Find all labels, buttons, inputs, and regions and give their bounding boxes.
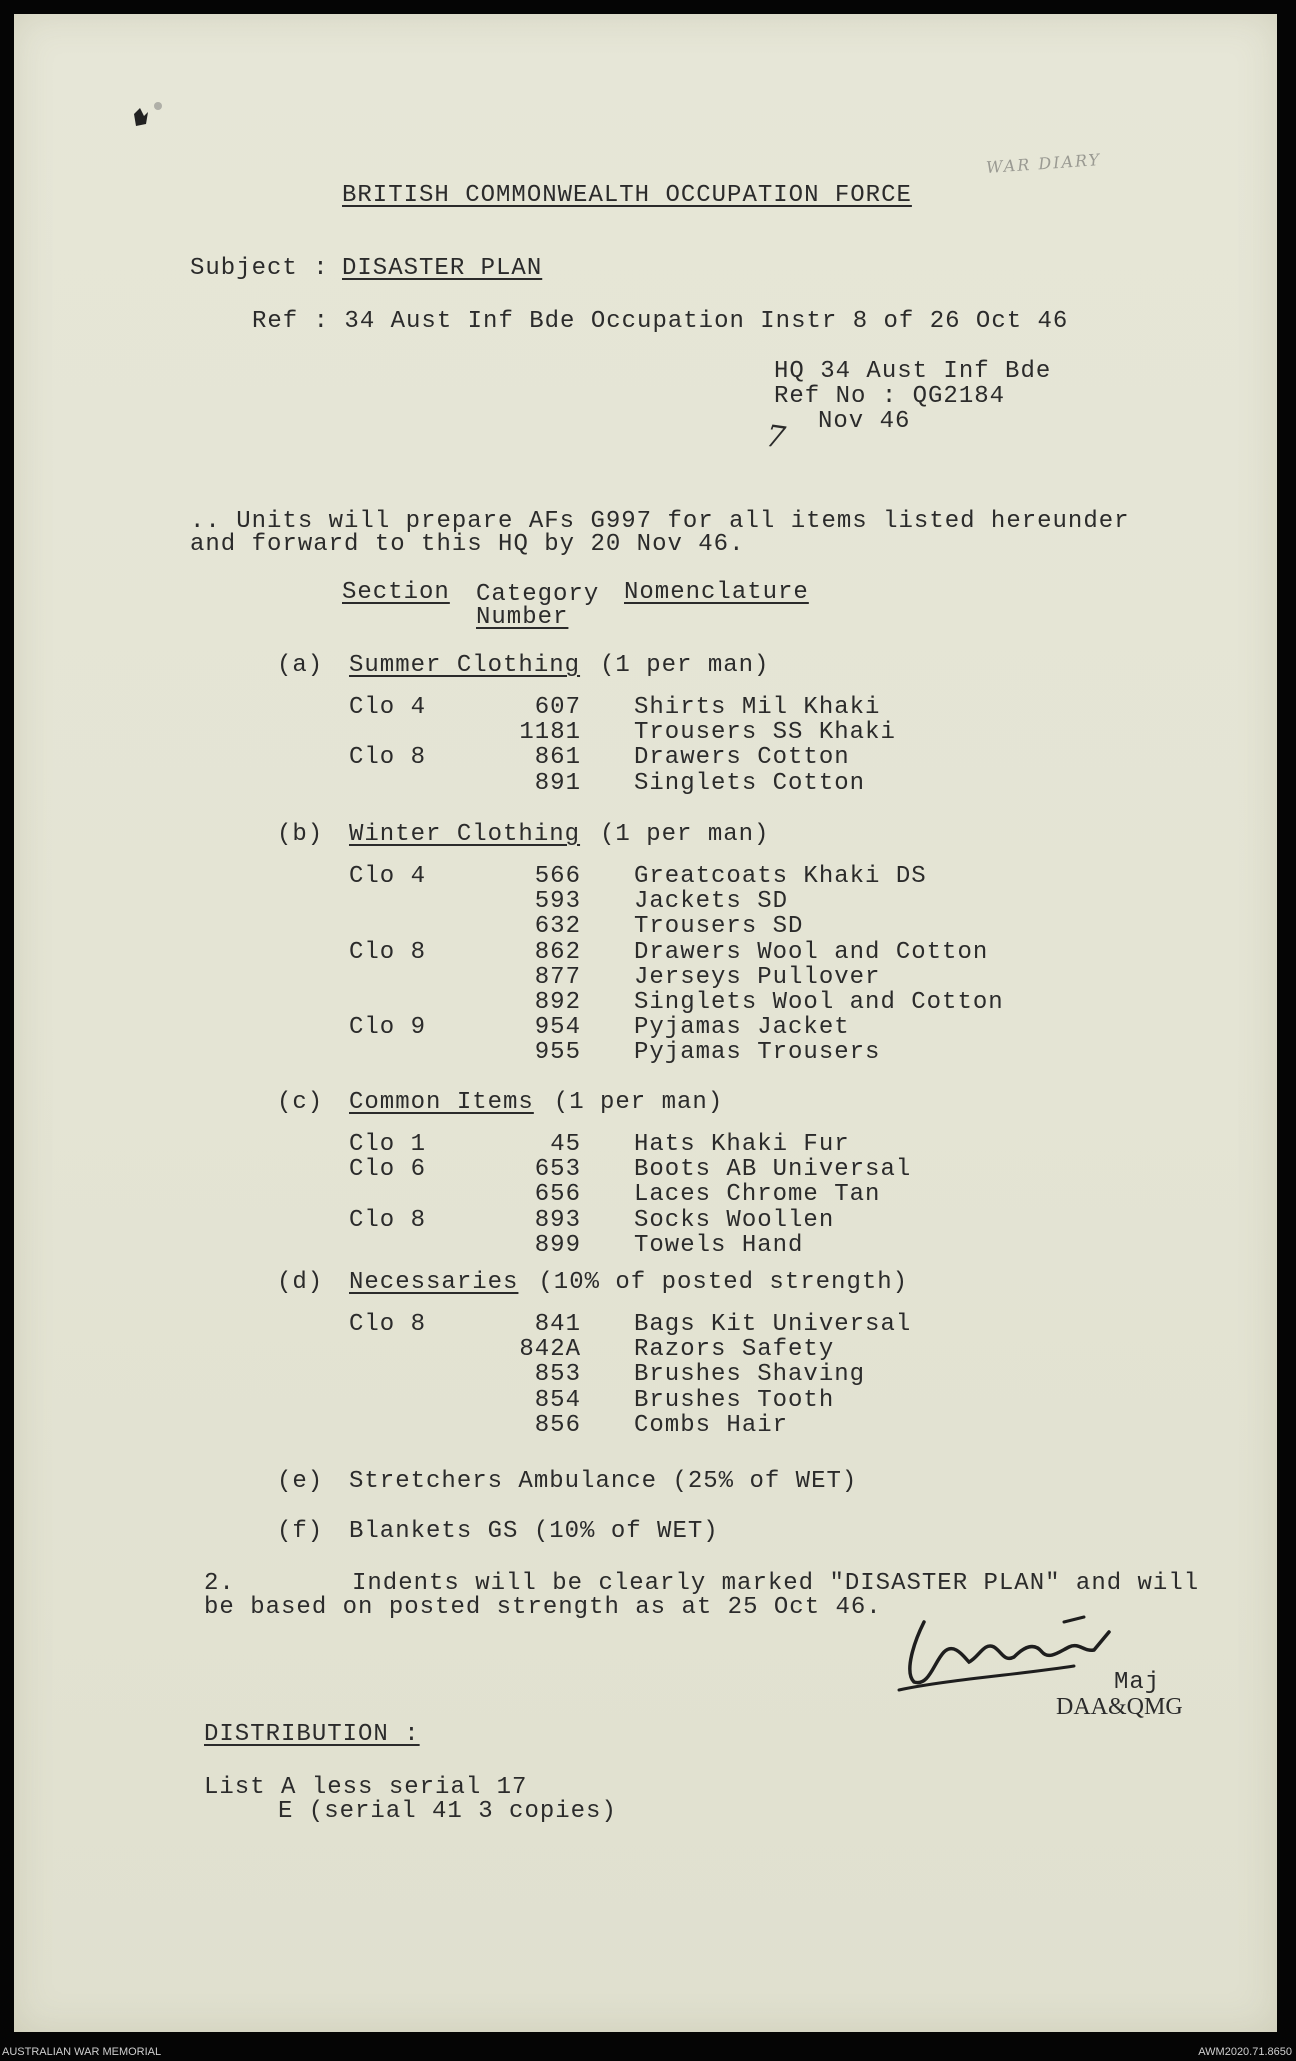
- column-header-category: Category: [476, 581, 600, 608]
- section-heading: Winter Clothing: [349, 821, 581, 848]
- footer-left: AUSTRALIAN WAR MEMORIAL: [2, 2046, 162, 2058]
- reference-line: Ref : 34 Aust Inf Bde Occupation Instr 8 of 26 Oct 46: [252, 308, 1069, 335]
- clothing-class: Clo 4: [349, 694, 427, 721]
- category-number: 899: [534, 1231, 581, 1259]
- section-note: (1 per man): [600, 821, 770, 848]
- distribution-line-2: E (serial 41 3 copies): [278, 1798, 617, 1825]
- item-nomenclature: Drawers Cotton: [634, 744, 850, 772]
- item-nomenclature: Singlets Cotton: [634, 769, 866, 797]
- distribution-line-1: List A less serial 17: [204, 1774, 528, 1801]
- category-number: 856: [534, 1411, 581, 1439]
- item-nomenclature: Hats Khaki Fur: [634, 1131, 850, 1158]
- section-note: (1 per man): [600, 652, 770, 679]
- column-header-nomenclature: Nomenclature: [624, 579, 809, 606]
- item-f-letter: (f): [277, 1518, 324, 1545]
- item-nomenclature: Jerseys Pullover: [634, 963, 881, 991]
- clothing-class: Clo 8: [349, 938, 427, 966]
- document-page: [14, 14, 1277, 2032]
- category-number: 893: [534, 1206, 581, 1234]
- item-nomenclature: Laces Chrome Tan: [634, 1181, 881, 1209]
- intro-line-2: and forward to this HQ by 20 Nov 46.: [190, 531, 745, 558]
- category-number: 607: [534, 694, 581, 721]
- category-number: 632: [534, 913, 581, 941]
- item-nomenclature: Shirts Mil Khaki: [634, 694, 881, 721]
- item-e-text: Stretchers Ambulance (25% of WET): [349, 1468, 858, 1495]
- ink-mark: [114, 94, 174, 144]
- category-number: 877: [534, 963, 581, 991]
- column-header-section: Section: [342, 579, 450, 606]
- column-header-number: Number: [476, 604, 569, 631]
- item-nomenclature: Drawers Wool and Cotton: [634, 938, 989, 966]
- clothing-class: Clo 8: [349, 744, 427, 772]
- clothing-class: Clo 1: [349, 1131, 427, 1158]
- section-note: (1 per man): [553, 1089, 724, 1116]
- item-nomenclature: Boots AB Universal: [634, 1156, 912, 1184]
- clothing-class: Clo 8: [349, 1311, 427, 1338]
- category-number: 891: [534, 769, 581, 797]
- category-number: 892: [534, 989, 581, 1016]
- item-nomenclature: Greatcoats Khaki DS: [634, 863, 927, 890]
- category-number: 653: [534, 1156, 581, 1184]
- war-diary-annotation: WAR DIARY: [985, 150, 1102, 177]
- paragraph-2-line-2: be based on posted strength as at 25 Oct 46.: [204, 1594, 882, 1621]
- date-day: 7: [763, 418, 789, 457]
- clothing-class: Clo 6: [349, 1156, 427, 1184]
- item-nomenclature: Combs Hair: [634, 1411, 789, 1439]
- signatory-rank: Maj: [1114, 1669, 1161, 1696]
- category-number: 566: [534, 863, 581, 890]
- item-e-letter: (e): [277, 1468, 324, 1495]
- item-nomenclature: Pyjamas Trousers: [634, 1039, 881, 1067]
- item-nomenclature: Jackets SD: [634, 888, 789, 916]
- section-note: (10% of posted strength): [538, 1269, 909, 1296]
- item-nomenclature: Socks Woollen: [634, 1206, 835, 1234]
- subject-value: DISASTER PLAN: [342, 255, 543, 282]
- section-letter: (b): [277, 821, 324, 848]
- category-number: 854: [534, 1386, 581, 1414]
- footer-right: AWM2020.71.8650: [1198, 2046, 1292, 2058]
- category-number: 593: [534, 888, 581, 916]
- item-nomenclature: Singlets Wool and Cotton: [634, 989, 1004, 1016]
- item-nomenclature: Pyjamas Jacket: [634, 1014, 850, 1042]
- category-number: 841: [534, 1311, 581, 1338]
- ref-no-line: Ref No : QG2184: [774, 383, 1006, 410]
- category-number: 853: [534, 1361, 581, 1389]
- section-heading: Common Items: [349, 1089, 534, 1116]
- category-number: 861: [534, 744, 581, 772]
- date-month-year: Nov 46: [818, 408, 911, 435]
- document-title: BRITISH COMMONWEALTH OCCUPATION FORCE: [342, 182, 912, 209]
- item-nomenclature: Towels Hand: [634, 1231, 804, 1259]
- section-letter: (a): [277, 652, 324, 679]
- item-nomenclature: Trousers SD: [634, 913, 804, 941]
- paragraph-2-line-1: Indents will be clearly marked "DISASTER PLAN" and will: [352, 1570, 1200, 1597]
- item-nomenclature: Razors Safety: [634, 1336, 835, 1364]
- intro-line-1: .. Units will prepare AFs G997 for all items listed hereunder: [190, 508, 1130, 535]
- category-number: 955: [534, 1039, 581, 1067]
- clothing-class: Clo 9: [349, 1014, 427, 1042]
- item-nomenclature: Bags Kit Universal: [634, 1311, 912, 1338]
- section-heading: Necessaries: [349, 1269, 519, 1296]
- item-nomenclature: Brushes Shaving: [634, 1361, 866, 1389]
- subject-label: Subject :: [190, 255, 329, 282]
- item-nomenclature: Brushes Tooth: [634, 1386, 835, 1414]
- signatory-appointment: DAA&QMG: [1056, 1694, 1183, 1720]
- item-nomenclature: Trousers SS Khaki: [634, 719, 896, 747]
- category-number: 1181: [519, 719, 581, 747]
- category-number: 842A: [519, 1336, 581, 1364]
- category-number: 656: [534, 1181, 581, 1209]
- category-number: 45: [550, 1131, 581, 1158]
- section-letter: (c): [277, 1089, 324, 1116]
- category-number: 862: [534, 938, 581, 966]
- clothing-class: Clo 4: [349, 863, 427, 890]
- item-f-text: Blankets GS (10% of WET): [349, 1518, 719, 1545]
- section-letter: (d): [277, 1269, 324, 1296]
- category-number: 954: [534, 1014, 581, 1042]
- distribution-heading: DISTRIBUTION :: [204, 1721, 420, 1748]
- paragraph-2-number: 2.: [204, 1570, 235, 1597]
- hq-line: HQ 34 Aust Inf Bde: [774, 358, 1052, 385]
- section-heading: Summer Clothing: [349, 652, 581, 679]
- clothing-class: Clo 8: [349, 1206, 427, 1234]
